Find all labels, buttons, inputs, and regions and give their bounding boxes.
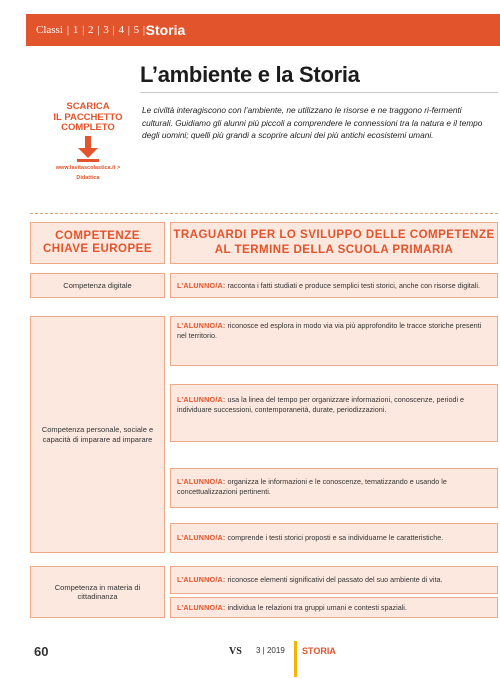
goal-text: riconosce ed esplora in modo via via più approfondito le tracce storiche presenti nel territorio. xyxy=(177,321,482,340)
goal-cell xyxy=(170,597,498,618)
goal-text: usa la linea del tempo per organizzare informazioni, conoscenze, periodi e individuare successioni, contemporaneità, durate, periodizzazioni. xyxy=(177,395,465,414)
goal-text: riconosce elementi significativi del passato del suo ambiente di vita. xyxy=(227,575,443,584)
header-bar xyxy=(26,14,500,46)
download-url-section[interactable]: Didattica xyxy=(76,174,100,181)
competence-cell: Competenza digitale xyxy=(30,273,165,298)
goal-text: racconta i fatti studiati e produce semplici testi storici, anche con risorse digitali. xyxy=(227,280,480,290)
title-divider xyxy=(140,92,498,93)
page-number: 60 xyxy=(34,644,49,659)
header-class-numbers: | 1 | 2 | 3 | 4 | 5 | xyxy=(66,24,146,36)
competence-cell: Competenza in materia di cittadinanza xyxy=(30,566,165,618)
alunno-label: L’ALUNNO/A: xyxy=(177,533,226,542)
goal-cell xyxy=(170,566,498,594)
competence-cell: Competenza personale, sociale e capacità di imparare ad imparare xyxy=(30,316,165,553)
table-head-competences: COMPETENZE CHIAVE EUROPEE xyxy=(30,222,165,264)
goal-text: organizza le informazioni e le conoscenze, tematizzando e usando le concettualizzazioni pertinenti. xyxy=(177,477,447,496)
table-head-goals-line-1: TRAGUARDI PER LO SVILUPPO DELLE COMPETENZE xyxy=(173,229,495,241)
alunno-label: L’ALUNNO/A: xyxy=(177,602,226,612)
goal-cell xyxy=(170,468,498,508)
alunno-label: L’ALUNNO/A: xyxy=(177,321,226,330)
alunno-label: L’ALUNNO/A: xyxy=(177,575,226,584)
download-url[interactable]: www.lavitascolastica.it > xyxy=(55,164,121,171)
header-classi-label: Classi xyxy=(36,24,63,36)
header-subject: Storia xyxy=(145,22,186,38)
intro-paragraph: Le civiltà interagiscono con l’ambiente, ne utilizzano le risorse e ne traggono ri-fermenti culturali. Guidiamo gli alunni più piccoli a comprendere le connessioni tra la natura e il tempo degli uomini; quelli più grandi a scoprire alcuni dei più antichi ecosistemi umani. xyxy=(142,105,483,140)
download-arrow-icon xyxy=(77,136,99,162)
dashed-divider xyxy=(30,213,498,214)
table-head-goals xyxy=(170,222,498,264)
alunno-label: L’ALUNNO/A: xyxy=(177,280,226,290)
goal-text: individua le relazioni tra gruppi umani e contesti spaziali. xyxy=(227,602,407,612)
goal-cell xyxy=(170,384,498,442)
magazine-logo: VS xyxy=(229,646,242,657)
goal-cell xyxy=(170,523,498,553)
alunno-label: L’ALUNNO/A: xyxy=(177,395,226,404)
download-line-1: SCARICA xyxy=(66,101,110,112)
footer-section: STORIA xyxy=(302,646,336,656)
goal-text: comprende i testi storici proposti e sa individuarne le caratteristiche. xyxy=(227,533,444,542)
goal-cell xyxy=(170,273,498,298)
alunno-label: L’ALUNNO/A: xyxy=(177,477,226,486)
download-line-3: COMPLETO xyxy=(61,122,115,133)
page-title: L’ambiente e la Storia xyxy=(140,62,360,87)
footer-divider xyxy=(294,641,297,677)
download-package-link[interactable] xyxy=(46,102,130,182)
goal-cell xyxy=(170,316,498,366)
download-line-2: IL PACCHETTO xyxy=(53,111,123,123)
issue-number: 3 | 2019 xyxy=(256,646,285,655)
table-head-goals-line-2: AL TERMINE DELLA SCUOLA PRIMARIA xyxy=(214,244,454,256)
